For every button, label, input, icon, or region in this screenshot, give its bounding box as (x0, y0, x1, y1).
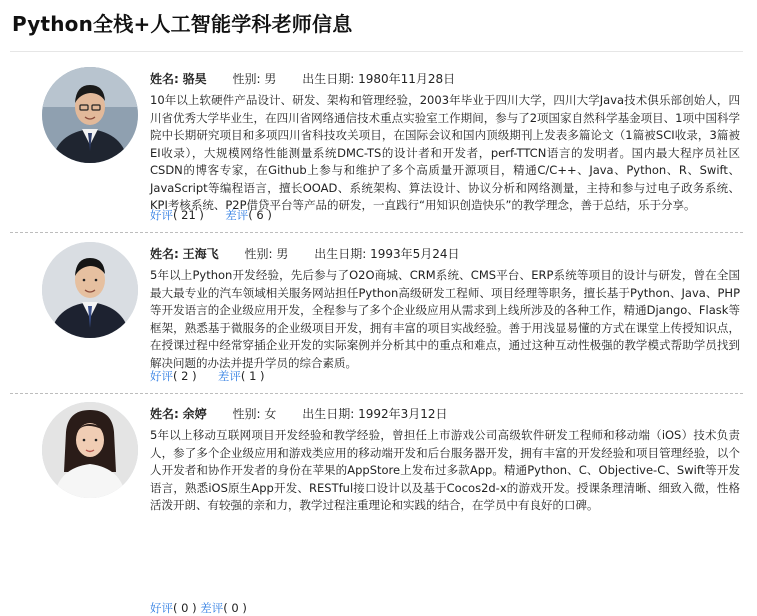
teacher-bio: 10年以上软硬件产品设计、研发、架构和管理经验，2003年毕业于四川大学，四川大学Java技术俱乐部创始人，四川省优秀大学毕业生，在四川省网络通信技术重点实验室工作期间，参与了2项国家自然科学基金项目、1项中国科学院中长期研究项目和多项四川省科技攻关项目，在国际会议和国内顶级期刊上发表多篇论文（1篇被SCI收录，3篇被EI收录），大规模网络性能测量系统DMC-TS的设计者和开发者，perf-TTCN语言的发明者。国内最大程序员社区CSDN的博客专家，在Github上参与和维护了多个高质量开源项目，精通C/C++、Java、Python、R、Swift、JavaScript等编程语言，擅长OOAD、系统架构、算法设计、协议分析和网络测量，主持和参与过电子政务系统、KPI考核系统、P2P借贷平台等产品的研发，一直践行“用知识创造快乐”的教学理念，善于总结，乐于分享。 (150, 93, 740, 212)
teacher-photo-3 (42, 402, 138, 498)
bad-review-link[interactable] (225, 208, 272, 222)
teacher-bio: 5年以上Python开发经验，先后参与了O2O商城、CRM系统、CMS平台、ERP系统等项目的设计与研发，曾在全国最大最专业的汽车领域相关服务网站担任Python高级研发工程师、项目经理等职务，擅长基于Python、Java、PHP等开发语言的企业级应用开发，全程参与了多个企业级应用从需求到上线所涉及的各种工作，精通Django、Flask等框架，熟悉基于微服务的企业级项目开发，拥有丰富的项目实战经验。善于用浅显易懂的方式在课堂上传授知识点，在授课过程中经常穿插企业开发的实际案例并分析其中的重点和难点，通过这种互动性极强的教学模式帮助学员找到解决问题的办法并提升学员的综合素质。 (150, 268, 740, 370)
birth-label: 出生日期: (302, 407, 355, 421)
bad-count: ( 0 ) (223, 601, 247, 615)
good-count: ( 21 ) (173, 208, 204, 222)
name-label: 姓名: (150, 247, 179, 261)
teacher-birth: 1980年11月28日 (358, 72, 456, 86)
teacher-photo-2 (42, 242, 138, 338)
birth-label: 出生日期: (314, 247, 367, 261)
teacher-avatar (42, 67, 138, 163)
teacher-avatar (42, 242, 138, 338)
teacher-birth: 1993年5月24日 (370, 247, 460, 261)
good-label[interactable]: 好评 (150, 601, 173, 615)
gender-label: 性别: (244, 247, 273, 261)
gender-label: 性别: (232, 72, 261, 86)
teacher-birth: 1992年3月12日 (358, 407, 448, 421)
good-count: ( 0 ) (173, 601, 197, 615)
good-review-link[interactable] (150, 369, 197, 383)
teacher-gender: 女 (264, 407, 277, 421)
teacher-ratings (150, 368, 265, 384)
teacher-name: 骆昊 (182, 72, 207, 86)
card-divider (10, 232, 743, 233)
bad-label[interactable]: 差评 (200, 601, 224, 615)
teacher-info-line (150, 405, 448, 422)
teacher-ratings (150, 600, 247, 616)
teacher-ratings (150, 207, 272, 223)
bad-review-link[interactable] (218, 369, 265, 383)
teacher-gender: 男 (264, 72, 277, 86)
gender-label: 性别: (232, 407, 261, 421)
title-divider (10, 51, 743, 52)
good-count: ( 2 ) (173, 369, 197, 383)
teacher-photo-1 (42, 67, 138, 163)
teacher-name: 余婷 (182, 407, 207, 421)
teacher-info-line (150, 70, 455, 87)
bad-review-link[interactable] (200, 601, 247, 615)
bad-label[interactable]: 差评 (217, 369, 241, 383)
bad-count: ( 1 ) (240, 369, 265, 383)
bad-count: ( 6 ) (248, 208, 272, 222)
card-divider (10, 393, 743, 394)
name-label: 姓名: (150, 407, 179, 421)
birth-label: 出生日期: (302, 72, 355, 86)
teacher-avatar (42, 402, 138, 498)
good-review-link[interactable] (150, 208, 204, 222)
teacher-gender: 男 (276, 247, 289, 261)
teacher-info-line (150, 245, 460, 262)
teacher-name: 王海飞 (182, 247, 219, 261)
good-label[interactable]: 好评 (150, 369, 173, 383)
name-label: 姓名: (150, 72, 179, 86)
good-review-link[interactable] (150, 601, 197, 615)
bad-label[interactable]: 差评 (225, 208, 249, 222)
teacher-bio: 5年以上移动互联网项目开发经验和教学经验，曾担任上市游戏公司高级软件研发工程师和移动端（iOS）技术负责人，参了多个企业级应用和游戏类应用的移动端开发和后台服务器开发，拥有丰富的开发经验和项目管理经验，以个人开发者和协作开发者的身份在苹果的AppStore上发布过多款App。精通Python、C、Objective-C、Swift等开发语言，熟悉iOS原生App开发、RESTful接口设计以及基于Cocos2d-x的游戏开发。授课条理清晰、细致入微，性格活泼开朗、有较强的亲和力，教学过程注重理论和实践的结合，在学员中有良好的口碑。 (150, 428, 740, 512)
page-title: Python全栈+人工智能学科老师信息 (12, 12, 353, 36)
good-label[interactable]: 好评 (150, 208, 173, 222)
